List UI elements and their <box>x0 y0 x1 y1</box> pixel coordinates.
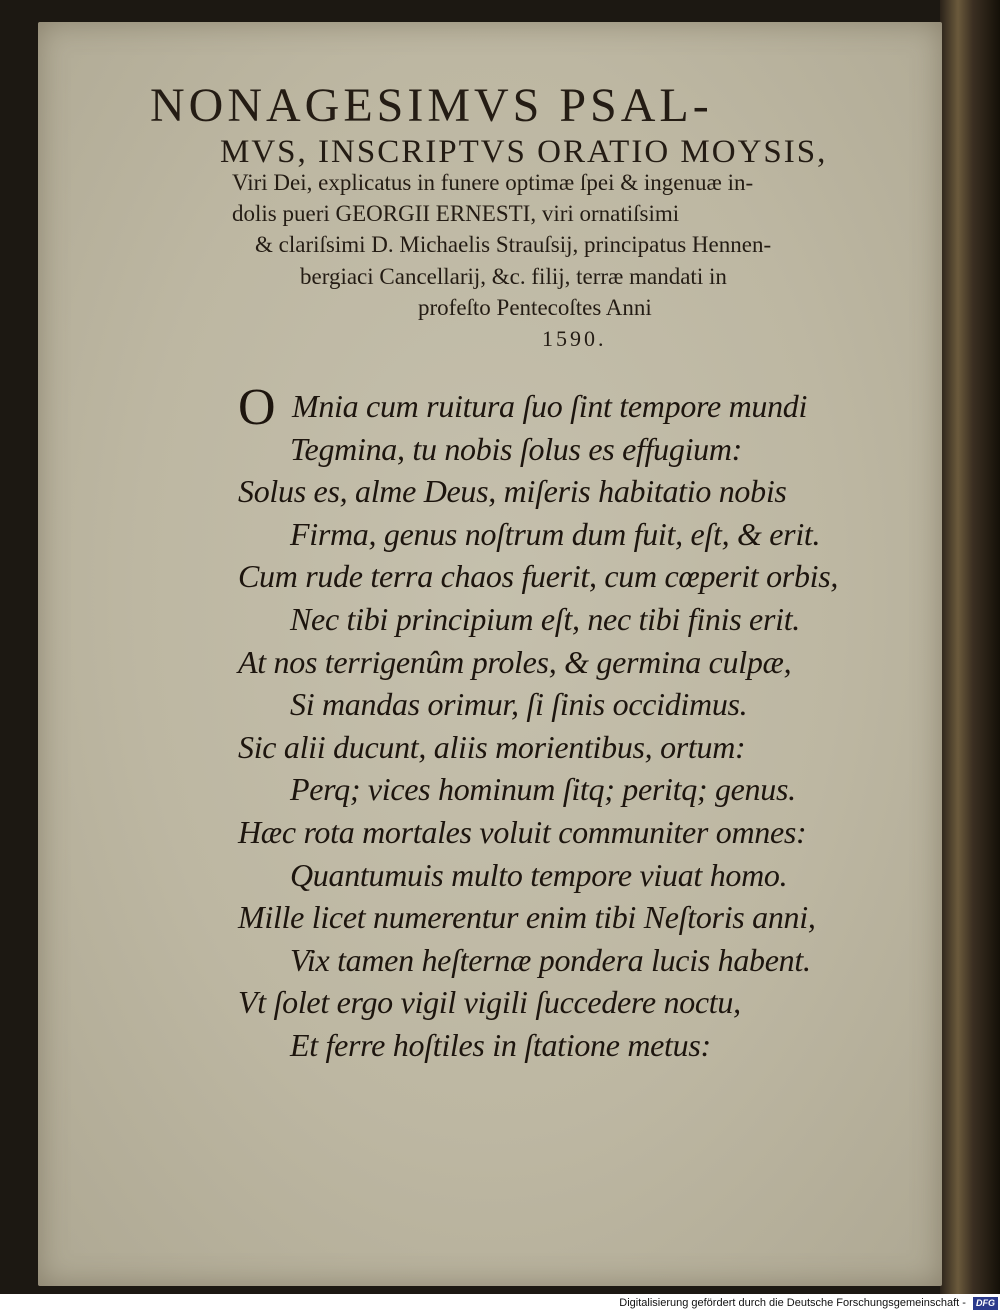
title-line-6: bergiaci Cancellarij, &c. filij, terræ mandati in <box>300 264 727 289</box>
poem-line: Et ferre hoſtiles in ſtatione metus: <box>290 1027 711 1063</box>
poem-line: Si mandas orimur, ſi ſinis occidimus. <box>290 686 748 723</box>
poem-line: Mille licet numerentur enim tibi Neſtoris anni, <box>238 899 816 936</box>
poem-line: Mnia cum ruitura ſuo ſint tempore mundi <box>292 388 808 424</box>
poem-line: Perq; vices hominum ſitq; peritq; genus. <box>290 771 796 808</box>
title-line-5: & clariſsimi D. Michaelis Strauſsij, principatus Hennen- <box>255 232 772 257</box>
poem-line: At nos terrigenûm proles, & germina culpæ, <box>238 643 792 680</box>
title-line-1: NONAGESIMVS PSAL- <box>150 79 713 132</box>
poem-line: Quantumuis multo tempore viuat homo. <box>290 856 788 893</box>
title-year: 1590. <box>542 326 607 351</box>
poem-line: Hæc rota mortales voluit communiter omnes: <box>238 814 807 850</box>
drop-initial: O <box>238 379 276 436</box>
title-line-7: profeſto Pentecoſtes Anni <box>418 295 652 320</box>
poem-line: Tegmina, tu nobis ſolus es effugium: <box>290 430 743 467</box>
footer-credit: Digitalisierung gefördert durch die Deutsche Forschungsgemeinschaft - <box>619 1297 966 1310</box>
poem-line: Sic alii ducunt, aliis morientibus, ortum: <box>238 728 746 765</box>
dfg-logo: DFG <box>973 1297 998 1310</box>
title-line-4: dolis pueri GEORGII ERNESTI, viri ornatiſsimi <box>232 201 680 226</box>
poem-line: Vt ſolet ergo vigil vigili ſuccedere noctu, <box>238 984 741 1021</box>
poem-line: Firma, genus noſtrum dum fuit, eſt, & erit. <box>290 515 821 552</box>
poem-line: Vix tamen heſternæ pondera lucis habent. <box>290 941 811 978</box>
poem-line: Nec tibi principium eſt, nec tibi finis erit. <box>290 601 800 637</box>
title-line-2: MVS, INSCRIPTVS ORATIO MOYSIS, <box>220 134 828 170</box>
footer <box>0 1294 1000 1312</box>
poem-line: Cum rude terra chaos fuerit, cum cœperit orbis, <box>238 558 839 595</box>
poem-line: Solus es, alme Deus, miſeris habitatio nobis <box>238 473 787 510</box>
title-line-3: Viri Dei, explicatus in funere optimæ ſpei & ingenuæ in- <box>232 170 754 195</box>
